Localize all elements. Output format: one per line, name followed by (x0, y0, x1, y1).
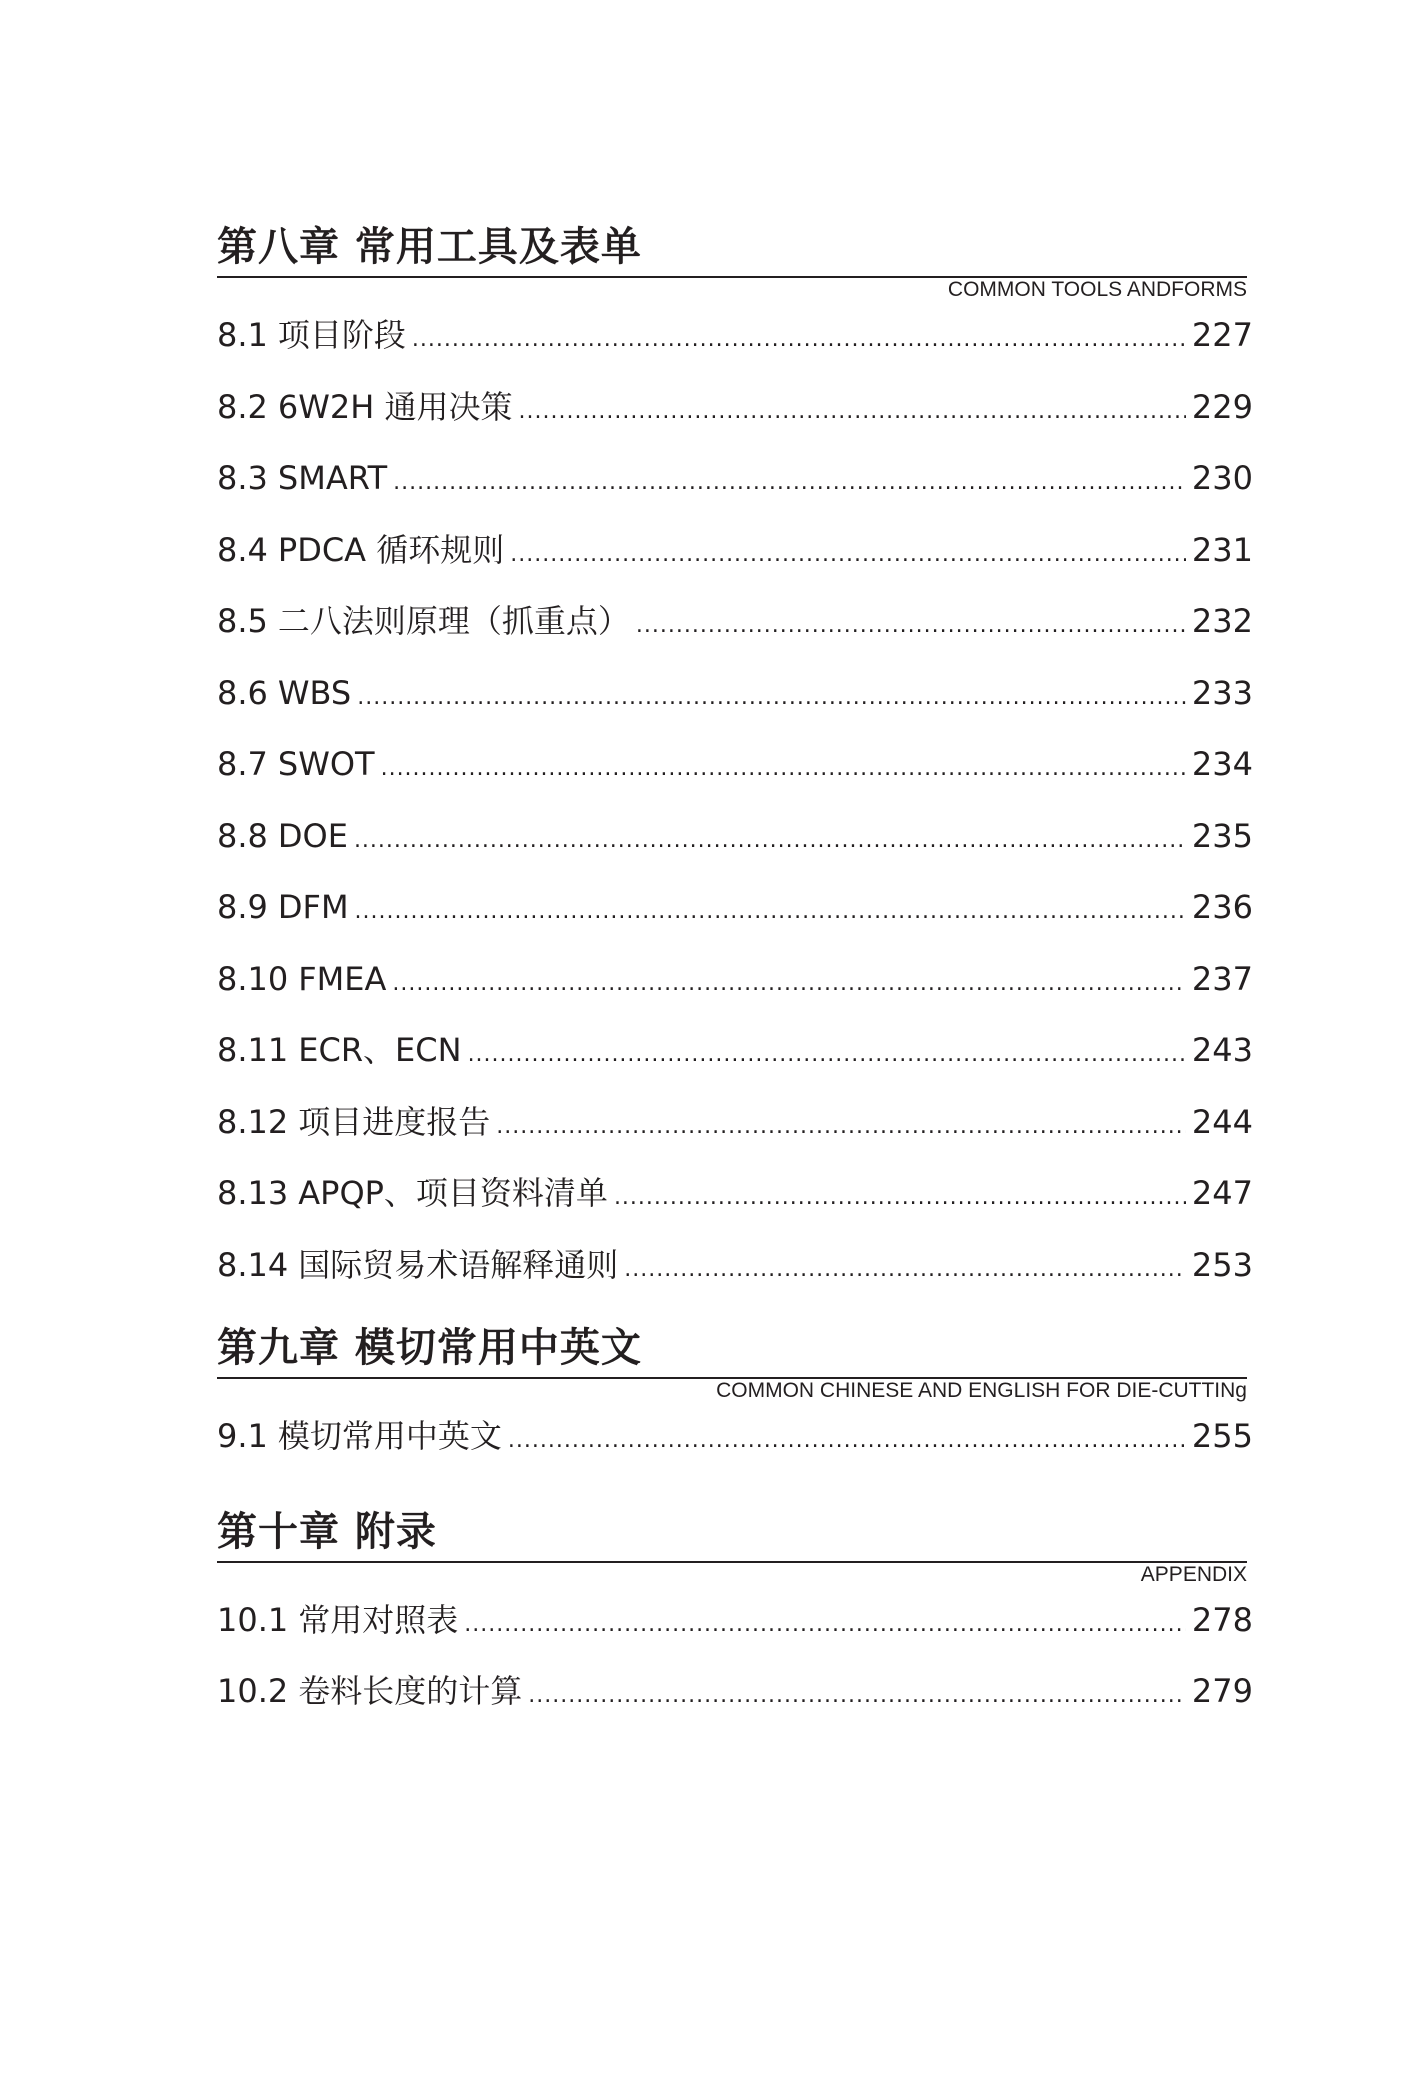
dot-leader (412, 315, 1186, 365)
entry-page: 279 (1191, 1672, 1253, 1710)
toc-entry[interactable] (217, 1240, 1253, 1312)
entry-label: 6W2H 通用决策 (277, 387, 513, 426)
entry-page: 232 (1191, 602, 1253, 640)
toc-entry[interactable] (217, 382, 1253, 454)
dot-leader (392, 959, 1186, 1009)
entry-page: 231 (1191, 530, 1253, 569)
dot-leader (381, 744, 1186, 794)
entry-number: 10.1 (217, 1600, 289, 1639)
dot-leader (354, 816, 1186, 866)
toc-entry[interactable] (217, 811, 1253, 883)
entry-page: 278 (1191, 1600, 1253, 1639)
entry-number: 8.1 (217, 316, 268, 354)
entry-page: 233 (1191, 673, 1253, 712)
entry-number: 8.9 (217, 888, 268, 926)
entry-label: 二八法则原理（抓重点） (277, 602, 630, 640)
dot-leader (614, 1173, 1186, 1223)
chapter-entries (217, 310, 1253, 1311)
entry-number: 10.2 (217, 1672, 289, 1710)
dot-leader (496, 1102, 1186, 1152)
entry-number: 8.5 (217, 602, 268, 640)
entry-number: 8.8 (217, 816, 268, 855)
dot-leader (510, 530, 1186, 580)
entry-label: 模切常用中英文 (277, 1417, 502, 1455)
entry-label: DFM (277, 888, 349, 926)
toc-entry[interactable] (217, 1097, 1253, 1169)
entry-number: 9.1 (217, 1417, 268, 1455)
dot-leader (508, 1416, 1186, 1466)
toc-entry[interactable] (217, 1411, 1253, 1483)
entry-label: WBS (277, 673, 352, 712)
entry-label: SMART (277, 459, 388, 497)
chapter-8 (217, 220, 1253, 1311)
dot-leader (468, 1030, 1186, 1080)
entry-page: 255 (1191, 1417, 1253, 1455)
entry-page: 243 (1191, 1031, 1253, 1069)
chapter-10 (217, 1505, 1253, 1738)
dot-leader (355, 887, 1186, 937)
toc-entry[interactable] (217, 453, 1253, 525)
chapter-subtitle: APPENDIX (1140, 1562, 1247, 1586)
entry-label: 项目阶段 (277, 316, 406, 354)
toc-entry[interactable] (217, 668, 1253, 740)
chapter-9 (217, 1321, 1253, 1483)
entry-page: 234 (1191, 745, 1253, 783)
toc-entry[interactable] (217, 1025, 1253, 1097)
dot-leader (636, 601, 1186, 651)
dot-leader (528, 1671, 1186, 1721)
chapter-title: 第八章 常用工具及表单 (217, 224, 642, 270)
entry-number: 8.10 (217, 959, 289, 998)
entry-number: 8.4 (217, 530, 268, 569)
entry-number: 8.11 (217, 1031, 289, 1069)
toc-entry[interactable] (217, 596, 1253, 668)
toc-entry[interactable] (217, 310, 1253, 382)
entry-label: 卷料长度的计算 (298, 1672, 523, 1710)
dot-leader (393, 458, 1186, 508)
chapter-entries (217, 1411, 1253, 1483)
toc-entry[interactable] (217, 1666, 1253, 1738)
entry-page: 230 (1191, 459, 1253, 497)
entry-page: 237 (1191, 959, 1253, 998)
entry-label: APQP、项目资料清单 (298, 1174, 608, 1212)
entry-page: 235 (1191, 816, 1253, 855)
dot-leader (624, 1245, 1186, 1295)
entry-number: 8.12 (217, 1102, 289, 1141)
chapter-subtitle: COMMON CHINESE AND ENGLISH FOR DIE-CUTTINg (716, 1379, 1247, 1402)
chapter-title: 第九章 模切常用中英文 (217, 1325, 642, 1371)
dot-leader (464, 1600, 1186, 1650)
entry-label: ECR、ECN (298, 1031, 462, 1069)
toc-entry[interactable] (217, 1168, 1253, 1240)
entry-number: 8.2 (217, 387, 268, 426)
entry-number: 8.14 (217, 1245, 289, 1284)
entry-label: FMEA (298, 959, 387, 998)
toc-entry[interactable] (217, 1595, 1253, 1667)
toc-entry[interactable] (217, 882, 1253, 954)
dot-leader (519, 387, 1186, 437)
entry-number: 8.13 (217, 1174, 289, 1212)
entry-label: 常用对照表 (298, 1600, 459, 1639)
entry-page: 244 (1191, 1102, 1253, 1141)
chapter-subtitle: COMMON TOOLS ANDFORMS (947, 278, 1247, 301)
toc-entry[interactable] (217, 525, 1253, 597)
chapter-title: 第十章 附录 (217, 1508, 437, 1555)
entry-page: 236 (1191, 888, 1253, 926)
entry-label: 项目进度报告 (298, 1102, 491, 1141)
entry-label: 国际贸易术语解释通则 (298, 1245, 619, 1284)
chapter-entries (217, 1595, 1253, 1738)
table-of-contents (217, 220, 1253, 1738)
entry-number: 8.6 (217, 673, 268, 712)
entry-page: 227 (1191, 316, 1253, 354)
entry-page: 229 (1191, 387, 1253, 426)
entry-number: 8.3 (217, 459, 268, 497)
entry-page: 253 (1191, 1245, 1253, 1284)
entry-page: 247 (1191, 1174, 1253, 1212)
entry-label: DOE (277, 816, 348, 855)
entry-label: SWOT (277, 745, 375, 783)
entry-label: PDCA 循环规则 (277, 530, 505, 569)
toc-entry[interactable] (217, 739, 1253, 811)
toc-entry[interactable] (217, 954, 1253, 1026)
dot-leader (357, 673, 1186, 723)
entry-number: 8.7 (217, 745, 268, 783)
